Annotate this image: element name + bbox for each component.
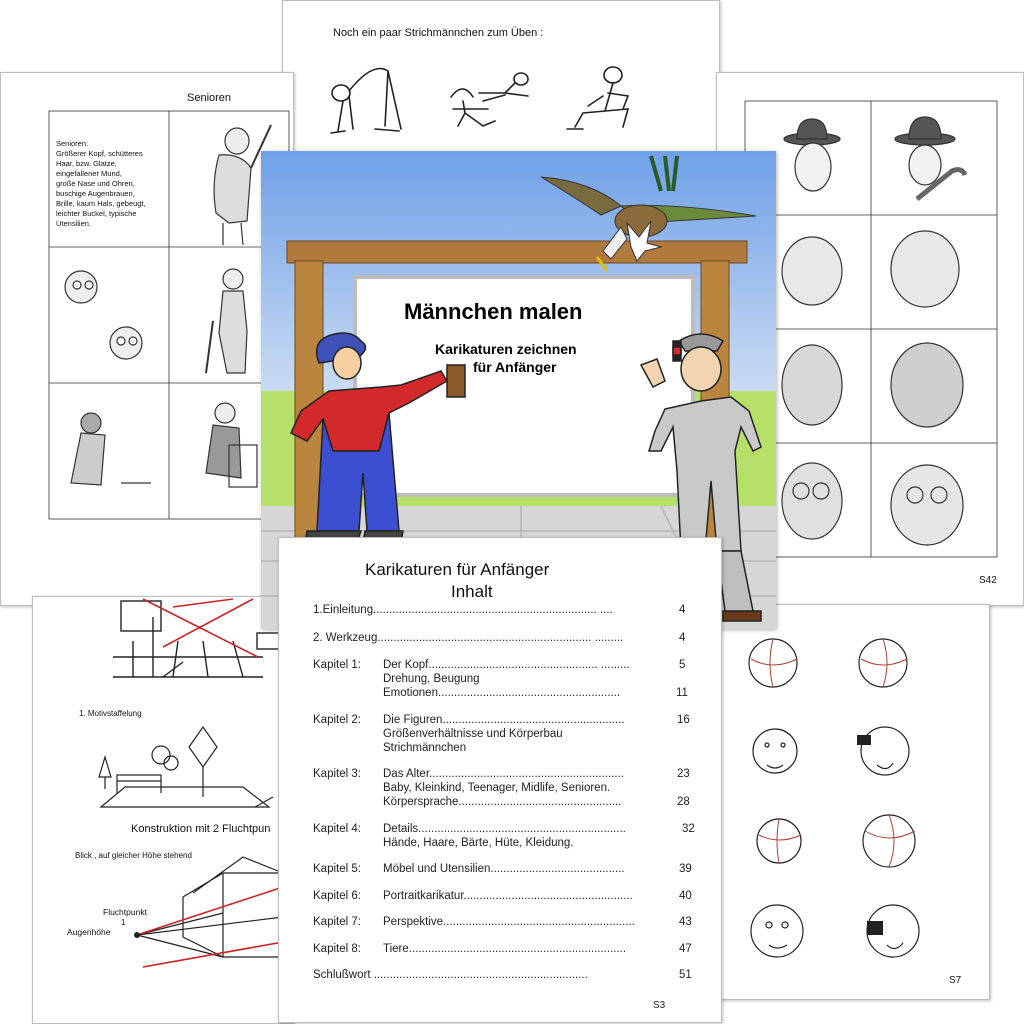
- table-of-contents-page: [278, 537, 722, 1023]
- description-line: eingefallener Mund,: [56, 169, 122, 178]
- toc-page-alter: 23: [677, 768, 690, 780]
- toc-subentry: Drehung, Beugung: [383, 673, 480, 685]
- blick-label: Blick , auf gleicher Höhe stehend: [75, 851, 192, 860]
- description-line: Senioren:: [56, 139, 89, 148]
- toc-entry-moebel: Möbel und Utensilien..........................................: [383, 863, 625, 875]
- toc-entry-details: Details.................................................................: [383, 823, 626, 835]
- konstruktion-label: Konstruktion mit 2 Fluchtpun: [131, 823, 271, 835]
- toc-page-einleitung: 4: [679, 604, 686, 616]
- description-line: große Nase und Ohren,: [56, 179, 135, 188]
- senioren-grid: [1, 73, 293, 605]
- senioren-page: [0, 72, 294, 606]
- toc-chapter-label: Kapitel 5:: [313, 863, 361, 875]
- toc-page-perspektive: 43: [679, 916, 692, 928]
- head-construction-page: [716, 604, 990, 1000]
- augenhoehe-label: Augenhöhe: [67, 927, 111, 937]
- fluchtpunkt-number: 1: [121, 918, 126, 927]
- toc-entry-tiere: Tiere....................................................................: [383, 943, 627, 955]
- toc-chapter-label: Kapitel 2:: [313, 714, 361, 726]
- toc-page-koerpersprache: 28: [677, 796, 690, 808]
- cover-title: Männchen malen: [404, 299, 583, 324]
- toc-entry-kopf: Der Kopf..................................................... .........: [383, 659, 630, 671]
- cover-subtitle-line1: Karikaturen zeichnen: [435, 341, 577, 357]
- faces-page-number: S42: [979, 575, 997, 586]
- description-line: Größerer Kopf, schütteres: [56, 149, 143, 158]
- toc-page-kopf: 5: [679, 659, 686, 671]
- toc-page-emotionen: 11: [676, 687, 688, 699]
- fluchtpunkt-label: Fluchtpunkt: [103, 907, 147, 917]
- toc-subentry: Hände, Haare, Bärte, Hüte, Kleidung.: [383, 837, 574, 849]
- toc-subtitle: Inhalt: [451, 582, 493, 601]
- toc-subentry: Größenverhältnisse und Körperbau: [383, 728, 563, 740]
- toc-subentry: Emotionen.........................................................: [383, 687, 621, 699]
- toc-page-details: 32: [682, 823, 695, 835]
- toc-chapter-label: Kapitel 6:: [313, 890, 361, 902]
- toc-chapter-label: Kapitel 8:: [313, 943, 361, 955]
- toc-entry-portrait: Portraitkarikatur.....................................................: [383, 890, 633, 902]
- toc-subentry: Strichmännchen: [383, 742, 467, 754]
- description-line: Brille, kaum Hals, gebeugt,: [56, 199, 146, 208]
- toc-entry-werkzeug: 2. Werkzeug................................................................... .........: [313, 632, 624, 644]
- senioren-description: [56, 139, 146, 229]
- toc-chapter-label: Kapitel 3:: [313, 768, 361, 780]
- toc-page-portrait: 40: [679, 890, 692, 902]
- toc-entry-perspektive: Perspektive............................................................: [383, 916, 635, 928]
- senioren-title: Senioren: [187, 92, 232, 104]
- toc-chapter-label: Kapitel 7:: [313, 916, 361, 928]
- toc-entry-figuren: Die Figuren.........................................................: [383, 714, 625, 726]
- toc-title: Karikaturen für Anfänger: [365, 560, 550, 579]
- perspective-page: [32, 596, 294, 1024]
- stick-figures-heading: Noch ein paar Strichmännchen zum Üben :: [333, 27, 544, 39]
- motivstaffelung-label: 1. Motivstaffelung: [79, 709, 142, 718]
- toc-page-schlusswort: 51: [679, 969, 692, 981]
- perspective-drawings: [33, 597, 293, 1023]
- description-line: buschige Augenbrauen,: [56, 189, 135, 198]
- description-line: Utensilien.: [56, 219, 92, 228]
- toc-subentry: Körpersprache...................................................: [383, 796, 622, 808]
- toc-page-tiere: 47: [679, 943, 692, 955]
- toc-entry-schlusswort: Schlußwort ...................................................................: [313, 969, 588, 981]
- head-drawings: [717, 605, 989, 999]
- toc-page-moebel: 39: [679, 863, 692, 875]
- toc-chapter-label: Kapitel 4:: [313, 823, 361, 835]
- toc-entry-einleitung: 1.Einleitung...................................................................... ....: [313, 604, 613, 616]
- toc-page-number: S3: [653, 1000, 666, 1011]
- cover-subtitle-line2: für Anfänger: [473, 359, 557, 375]
- toc-page-werkzeug: 4: [679, 632, 686, 644]
- description-line: Haar, bzw. Glatze,: [56, 159, 117, 168]
- heads-page-number: S7: [949, 975, 962, 986]
- toc-subentry: Baby, Kleinkind, Teenager, Midlife, Senioren.: [383, 782, 611, 794]
- toc-entry-alter: Das Alter.............................................................: [383, 768, 624, 780]
- toc-chapter-label: Kapitel 1:: [313, 659, 361, 671]
- toc-page-figuren: 16: [677, 714, 690, 726]
- description-line: leichter Buckel, typische: [56, 209, 137, 218]
